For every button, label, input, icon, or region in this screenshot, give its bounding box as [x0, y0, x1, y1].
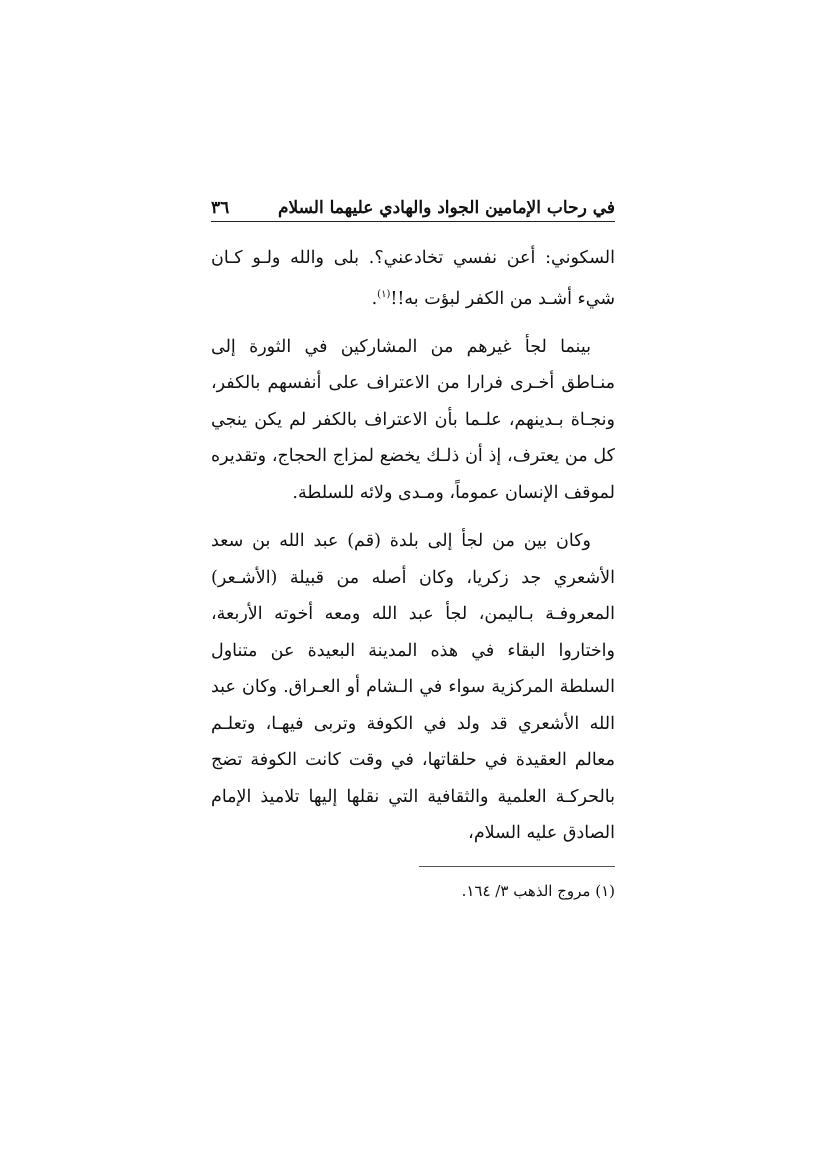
paragraph-1-end: . [371, 288, 378, 309]
book-title: في رحاب الإمامين الجواد والهادي عليهما السلام [277, 198, 615, 218]
footnote-separator [419, 866, 615, 867]
footnote-reference: (١) [377, 288, 391, 300]
paragraph-3: وكان بين من لجأ إلى بلدة (قم) عبد الله بن سعد الأشعري جد زكريا، وكان أصله من قبيلة (الأشـعر) المعروفـة بـاليمن، لجأ عبد الله ومعه أخوته الأربعة، واختاروا البقاء في هذه المدينة البعيدة عن متناول السلطة المركزية سواء في الـشام أو العـراق. وكان عبد الله الأشعري قد ولد في الكوفة وتربى فيهـا، وتعلـم معالم العقيدة في حلقاتها، في وقت كانت الكوفة تضج بالحركـة العلمية والثقافية التي نقلها إليها تلاميذ الإمام الصادق عليه السلام، [211, 531, 615, 844]
paragraph-1 [211, 240, 615, 317]
page-number: ٣٦ [211, 198, 230, 218]
footnote: (١) مروج الذهب ٣/ ١٦٤. [461, 881, 615, 900]
running-header [211, 188, 615, 222]
paragraph-1-text: السكوني: أعن نفسي تخادعني؟. بلى والله ولـو كـان شيء أشـد من الكفر لبؤت به!! [211, 248, 615, 309]
book-page [211, 188, 615, 905]
paragraph-2: بينما لجأ غيرهم من المشاركين في الثورة إلى منـاطق أخـرى فرارا من الاعتراف على أنفسهم بالكفر، ونجـاة بـدينهم، علـما بأن الاعتراف بالكفر لم يكن ينجي كل من يعترف، إذ أن ذلـك يخضع لمزاج الحجاج، وتقديره لموقف الإنسان عموماً، ومـدى ولائه للسلطة. [211, 336, 615, 503]
body-text [211, 240, 615, 852]
